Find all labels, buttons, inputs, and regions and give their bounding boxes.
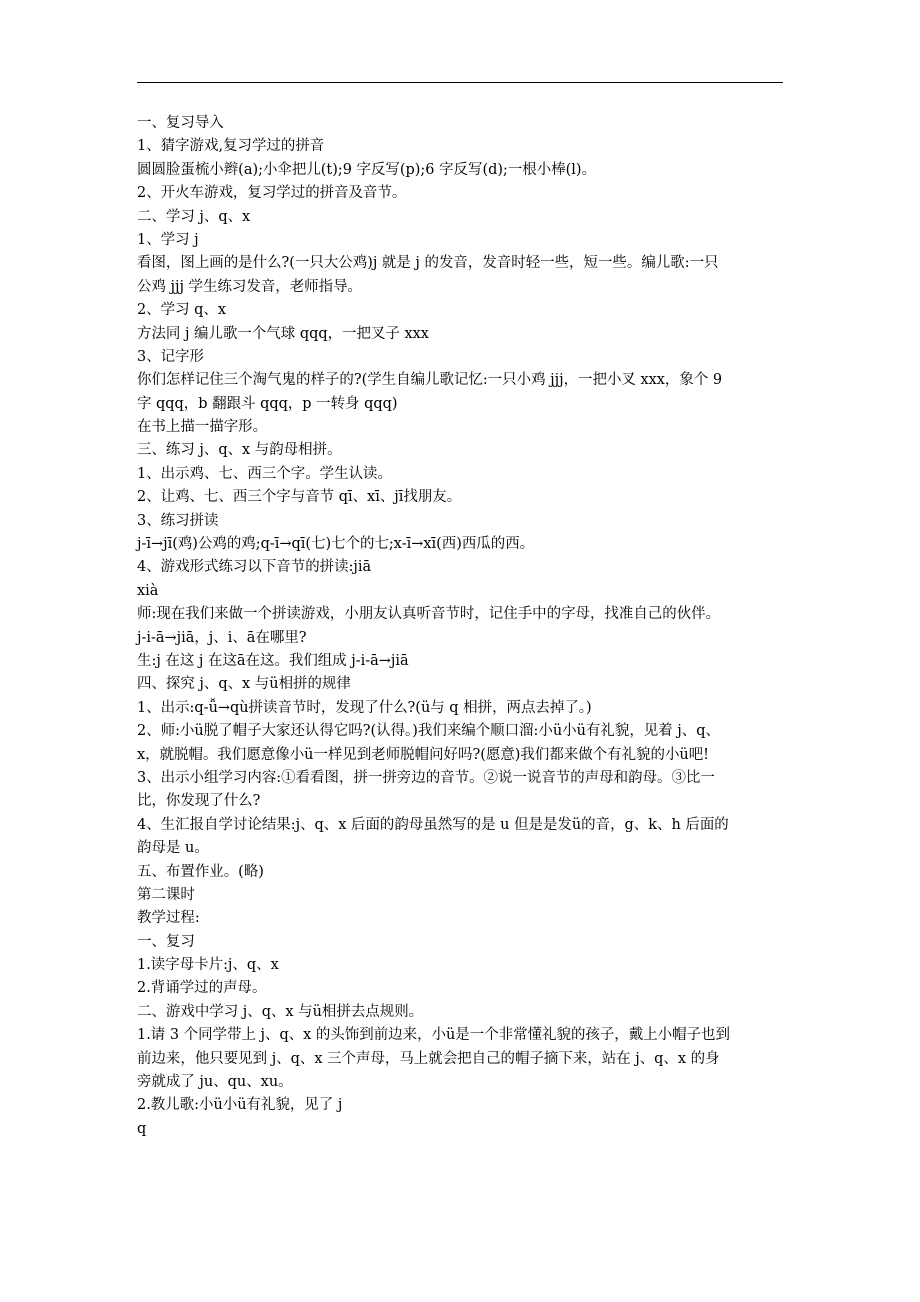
text-line: 1、学习 j <box>137 231 199 248</box>
text-line: 方法同 j 编儿歌一个气球 qqq，一把叉子 xxx <box>137 325 429 342</box>
text-line: 二、游戏中学习 j、q、x 与ü相拼去点规则。 <box>137 1003 424 1020</box>
text-line: 3、记字形 <box>137 348 205 365</box>
text-line: 在书上描一描字形。 <box>137 419 268 436</box>
text-line: 一、复习导入 <box>137 115 224 131</box>
text-line: 三、练习 j、q、x 与韵母相拼。 <box>137 442 342 459</box>
text-line: 2、让鸡、七、西三个字与音节 qī、xī、jī找朋友。 <box>137 489 462 506</box>
text-line: 一、复习 <box>137 933 195 950</box>
text-line: 2.背诵学过的声母。 <box>137 980 267 997</box>
text-line: 二、学习 j、q、x <box>137 208 251 225</box>
text-line: 生:j 在这 j 在这ā在这。我们组成 j-i-ā→jiā <box>137 652 409 669</box>
text-line: 公鸡 jjj 学生练习发音，老师指导。 <box>137 278 363 295</box>
text-line: 4、游戏形式练习以下音节的拼读:jiā <box>137 559 372 576</box>
text-line: 第二课时 <box>137 886 195 903</box>
text-line: j-i-ā→jiā，j、i、ā在哪里? <box>137 629 307 646</box>
text-line: 圆圆脸蛋梳小辫(a);小伞把儿(t);9 字反写(p);6 字反写(d);一根小棒(l)。 <box>137 161 597 178</box>
text-line: j-ī→jī(鸡)公鸡的鸡;q-ī→qī(七)七个的七;x-ī→xī(西)西瓜的西。 <box>137 536 535 553</box>
text-line: 1、出示鸡、七、西三个字。学生认读。 <box>137 465 392 482</box>
text-line: 旁就成了 ju、qu、xu。 <box>137 1074 293 1091</box>
text-line: 你们怎样记住三个淘气鬼的样子的?(学生自编儿歌记忆:一只小鸡 jjj，一把小叉 xxx，象个 9 <box>137 372 723 389</box>
text-line: 1.请 3 个同学带上 j、q、x 的头饰到前边来，小ü是一个非常懂礼貌的孩子，戴上小帽子也到 <box>137 1027 730 1044</box>
text-line: 前边来，他只要见到 j、q、x 三个声母，马上就会把自己的帽子摘下来，站在 j、q、x 的身 <box>137 1050 720 1067</box>
document-body <box>137 112 787 1141</box>
text-line: 1.读字母卡片:j、q、x <box>137 957 279 974</box>
text-line: 1、猜字游戏,复习学过的拼音 <box>137 138 325 155</box>
text-line: 2、学习 q、x <box>137 302 227 319</box>
text-line: 2、开火车游戏，复习学过的拼音及音节。 <box>137 185 407 202</box>
text-line: 比，你发现了什么? <box>137 793 261 810</box>
text-line: 师:现在我们来做一个拼读游戏，小朋友认真听音节时，记住手中的字母，找准自己的伙伴。 <box>137 606 721 623</box>
text-line: 教学过程: <box>137 910 200 927</box>
text-line: 五、布置作业。(略) <box>137 863 264 880</box>
text-line: 2、师:小ü脱了帽子大家还认得它吗?(认得。)我们来编个顺口溜:小ü小ü有礼貌，见着 j、q、 <box>137 723 720 740</box>
text-line: 3、出示小组学习内容:①看看图，拼一拼旁边的音节。②说一说音节的声母和韵母。③比一 <box>137 769 715 786</box>
text-line: 3、练习拼读 <box>137 512 219 529</box>
text-line: 字 qqq，b 翻跟斗 qqq，p 一转身 qqq) <box>137 395 398 412</box>
text-line: x，就脱帽。我们愿意像小ü一样见到老师脱帽问好吗?(愿意)我们都来做个有礼貌的小ü吧! <box>137 746 710 763</box>
header-rule <box>137 82 783 83</box>
text-line: 4、生汇报自学讨论结果:j、q、x 后面的韵母虽然写的是 u 但是是发ü的音，g、k、h 后面的 <box>137 816 729 833</box>
text-line: q <box>137 1120 147 1137</box>
text-line: 1、出示:q-ǚ→qù拼读音节时，发现了什么?(ü与 q 相拼，两点去掉了。) <box>137 699 592 716</box>
text-line: 韵母是 u。 <box>137 840 209 857</box>
text-line: 2.教儿歌:小ü小ü有礼貌，见了 j <box>137 1097 343 1114</box>
text-line: xià <box>137 582 159 599</box>
text-line: 四、探究 j、q、x 与ü相拼的规律 <box>137 676 351 693</box>
text-line: 看图，图上画的是什么?(一只大公鸡)j 就是 j 的发音，发音时轻一些，短一些。编儿歌:一只 <box>137 255 719 272</box>
